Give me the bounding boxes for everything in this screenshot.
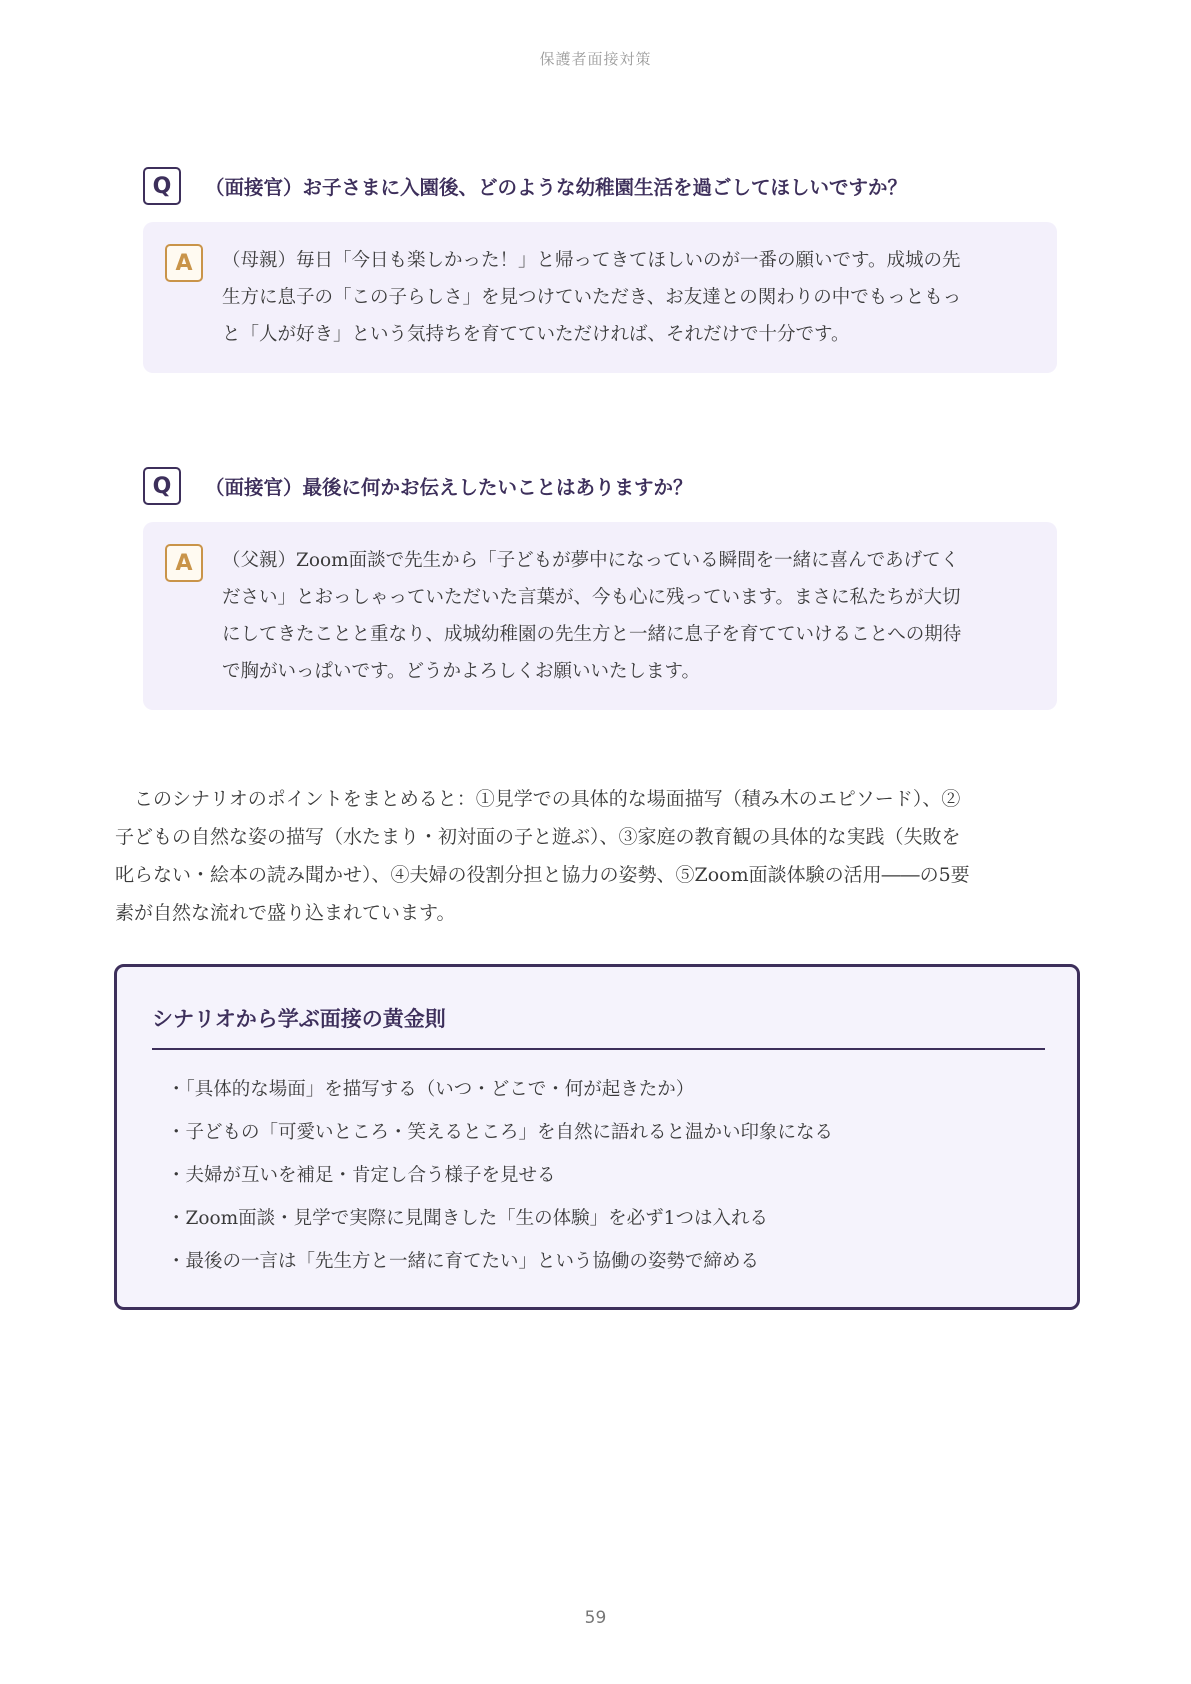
answer-line: （母親）毎日「今日も楽しかった！」と帰ってきてほしいのが一番の願いです。成城の先 — [222, 250, 961, 271]
answer-line: 生方に息子の「この子らしさ」を見つけていただき、お友達との関わりの中でもっともっ — [222, 287, 962, 308]
answer-badge: A — [165, 244, 203, 282]
running-header: 保護者面接対策 — [539, 50, 652, 68]
answer-box — [143, 522, 1057, 710]
golden-rule-item: ・夫婦が互いを補足・肯定し合う様子を見せる — [167, 1165, 556, 1186]
answer-line: と「人が好き」という気持ちを育てていただければ、それだけで十分です。 — [222, 324, 850, 345]
answer-line: にしてきたことと重なり、成城幼稚園の先生方と一緒に息子を育てていけることへの期待 — [222, 624, 962, 645]
qa-block-2 — [143, 466, 1057, 710]
answer-line: ださい」とおっしゃっていただいた言葉が、今も心に残っています。まさに私たちが大切 — [222, 587, 961, 608]
summary-paragraph — [115, 780, 1075, 932]
answer-line: （父親）Zoom面談で先生から「子どもが夢中になっている瞬間を一緒に喜んであげてく — [222, 550, 960, 571]
page-number: 59 — [584, 1608, 607, 1628]
golden-rule-item: ・最後の一言は「先生方と一緒に育てたい」という協働の姿勢で締める — [167, 1251, 760, 1272]
golden-rules-divider — [152, 1048, 1045, 1050]
summary-line: 素が自然な流れで盛り込まれています。 — [115, 902, 456, 924]
question-row — [143, 166, 1057, 206]
answer-line: で胸がいっぱいです。どうかよろしくお願いいたします。 — [222, 661, 701, 682]
question-row — [143, 466, 1057, 506]
question-badge: Q — [143, 467, 181, 505]
answer-text — [222, 542, 961, 690]
question-text: （面接官）最後に何かお伝えしたいことはありますか？ — [205, 476, 693, 499]
qa-block-1 — [143, 166, 1057, 373]
summary-line: このシナリオのポイントをまとめると：①見学での具体的な場面描写（積み木のエピソード）、② — [115, 788, 961, 810]
summary-line: 叱らない・絵本の読み聞かせ）、④夫婦の役割分担と協力の姿勢、⑤Zoom面談体験の活用――の5要 — [115, 864, 970, 886]
golden-rule-item: ・「具体的な場面」を描写する（いつ・どこで・何が起きたか） — [167, 1079, 695, 1100]
question-text: （面接官）お子さまに入園後、どのような幼稚園生活を過ごしてほしいですか？ — [205, 176, 908, 199]
answer-box — [143, 222, 1057, 373]
golden-rules-title: シナリオから学ぶ面接の黄金則 — [152, 1007, 446, 1031]
question-badge: Q — [143, 167, 181, 205]
golden-rules-box — [114, 964, 1080, 1310]
golden-rule-item: ・Zoom面談・見学で実際に見聞きした「生の体験」を必ず1つは入れる — [167, 1208, 768, 1229]
answer-text — [222, 242, 961, 353]
answer-badge: A — [165, 544, 203, 582]
summary-line: 子どもの自然な姿の描写（水たまり・初対面の子と遊ぶ）、③家庭の教育観の具体的な実践（失敗を — [115, 826, 961, 848]
golden-rules-list — [167, 1068, 833, 1283]
golden-rule-item: ・子どもの「可愛いところ・笑えるところ」を自然に語れると温かい印象になる — [167, 1122, 834, 1143]
